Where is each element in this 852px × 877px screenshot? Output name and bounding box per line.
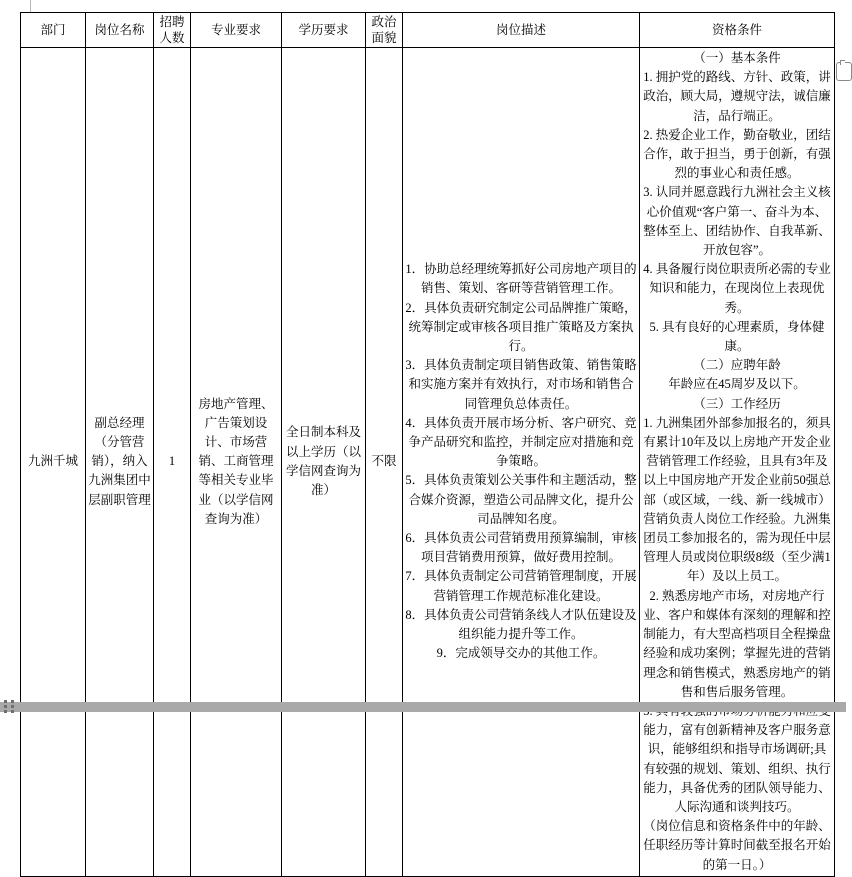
paragraph: 2．具体负责研究制定公司品牌推广策略，统筹制定或审核各项目推广策略及方案执行。 [405, 300, 637, 354]
header-political-status: 政治面貌 [366, 13, 403, 48]
cell-education-requirement: 全日制本科及以上学历（以学信网查询为准） [282, 48, 366, 877]
text-caret-line [30, 0, 31, 12]
paragraph: 5．具体负责策划公关事件和主题活动，整合媒介资源，塑造公司品牌文化，提升公司品牌知名度。 [405, 473, 637, 526]
paragraph: 3．具体负责制定项目销售政策、销售策略和实施方案并有效执行，对市场和销售合同管理负总体责任。 [405, 358, 637, 411]
paragraph: 4. 具备履行岗位职责所必需的专业知识和能力，在现岗位上表现优秀。 [643, 262, 831, 315]
comment-marker-icon[interactable] [836, 62, 852, 81]
header-major-requirement: 专业要求 [191, 13, 282, 48]
header-education-requirement: 学历要求 [282, 13, 366, 48]
paragraph: 2. 熟悉房地产市场，对房地产行业、客户和媒体有深刻的理解和控制能力，有大型高档项目全程操盘经验和成功案例；掌握先进的营销理念和销售模式，熟悉房地产的销售和售后服务管理。 [643, 588, 831, 699]
paragraph: 年龄应在45周岁及以下。 [668, 377, 806, 392]
cell-political-status: 不限 [366, 48, 403, 877]
bottom-strip [0, 702, 846, 712]
paragraph: 1. 拥护党的路线、方针、政策，讲政治，顾大局，遵规守法，诚信廉洁，品行端正。 [643, 70, 831, 123]
paragraph: 能力，富有创新精神及客户服务意识，能够组织和指导市场调研;具有较强的规划、策划、组织、执行能力，具备优秀的团队领导能力、人际沟通和谈判技巧。 [643, 723, 831, 814]
header-position-name: 岗位名称 [86, 13, 154, 48]
paragraph: 3. 认同并愿意践行九洲社会主义核心价值观“客户第一、奋斗为本、整体至上、团结协作、自我革新、开放包容”。 [643, 185, 831, 258]
paragraph: 4．具体负责开展市场分析、客户研究、竞争产品研究和监控，并制定应对措施和竞争策略。 [405, 415, 637, 469]
paragraph: 1. 九洲集团外部参加报名的，须具有累计10年及以上房地产开发企业营销管理工作经验，且具有3年及以上中国房地产开发企业前50强总部（或区域，一线、新一线城市）营销负责人岗位工作经验。九洲集团员工参加报名的，需为现任中层管理人员或岗位职级8级（至少满1年）及以上员工。 [643, 415, 831, 584]
paragraph: 7．具体负责制定公司营销管理制度，开展营销管理工作规范标准化建设。 [405, 569, 637, 603]
paragraph: 1．协助总经理统筹抓好公司房地产项目的销售、策划、客研等营销管理工作。 [405, 262, 637, 296]
table-row [21, 48, 835, 877]
paragraph: 2. 热爱企业工作，勤奋敬业，团结合作，敢于担当，勇于创新，有强烈的事业心和责任感。 [643, 127, 831, 181]
header-row [21, 13, 835, 48]
job-posting-table [20, 12, 835, 877]
paragraph: 9．完成领导交办的其他工作。 [436, 646, 606, 661]
cell-department: 九洲千城 [21, 48, 86, 877]
header-headcount: 招聘人数 [154, 13, 191, 48]
paragraph: （二）应聘年龄 [693, 358, 781, 373]
paragraph: 8．具体负责公司营销条线人才队伍建设及组织能力提升等工作。 [405, 607, 637, 642]
cell-headcount: 1 [154, 48, 191, 877]
cell-qualifications [640, 48, 835, 877]
paragraph: （一）基本条件 [693, 51, 781, 65]
drag-dots-pattern-icon [4, 700, 7, 703]
cell-major-requirement: 房地产管理、广告策划设计、市场营销、工商管理等相关专业毕业（以学信网查询为准） [191, 48, 282, 877]
paragraph: （岗位信息和资格条件中的年龄、任职经历等计算时间截至报名开始的第一日。） [643, 819, 831, 872]
paragraph: 5. 具有良好的心理素质，身体健康。 [649, 319, 825, 354]
cell-job-description [403, 48, 640, 877]
cell-position-name: 副总经理（分管营销），纳入九洲集团中层副职管理 [86, 48, 154, 877]
header-job-description: 岗位描述 [403, 13, 640, 48]
header-qualifications: 资格条件 [640, 13, 835, 48]
paragraph: 6．具体负责公司营销费用预算编制，审核项目营销费用预算，做好费用控制。 [405, 531, 637, 565]
paragraph: （三）工作经历 [693, 396, 781, 411]
header-department: 部门 [21, 13, 86, 48]
